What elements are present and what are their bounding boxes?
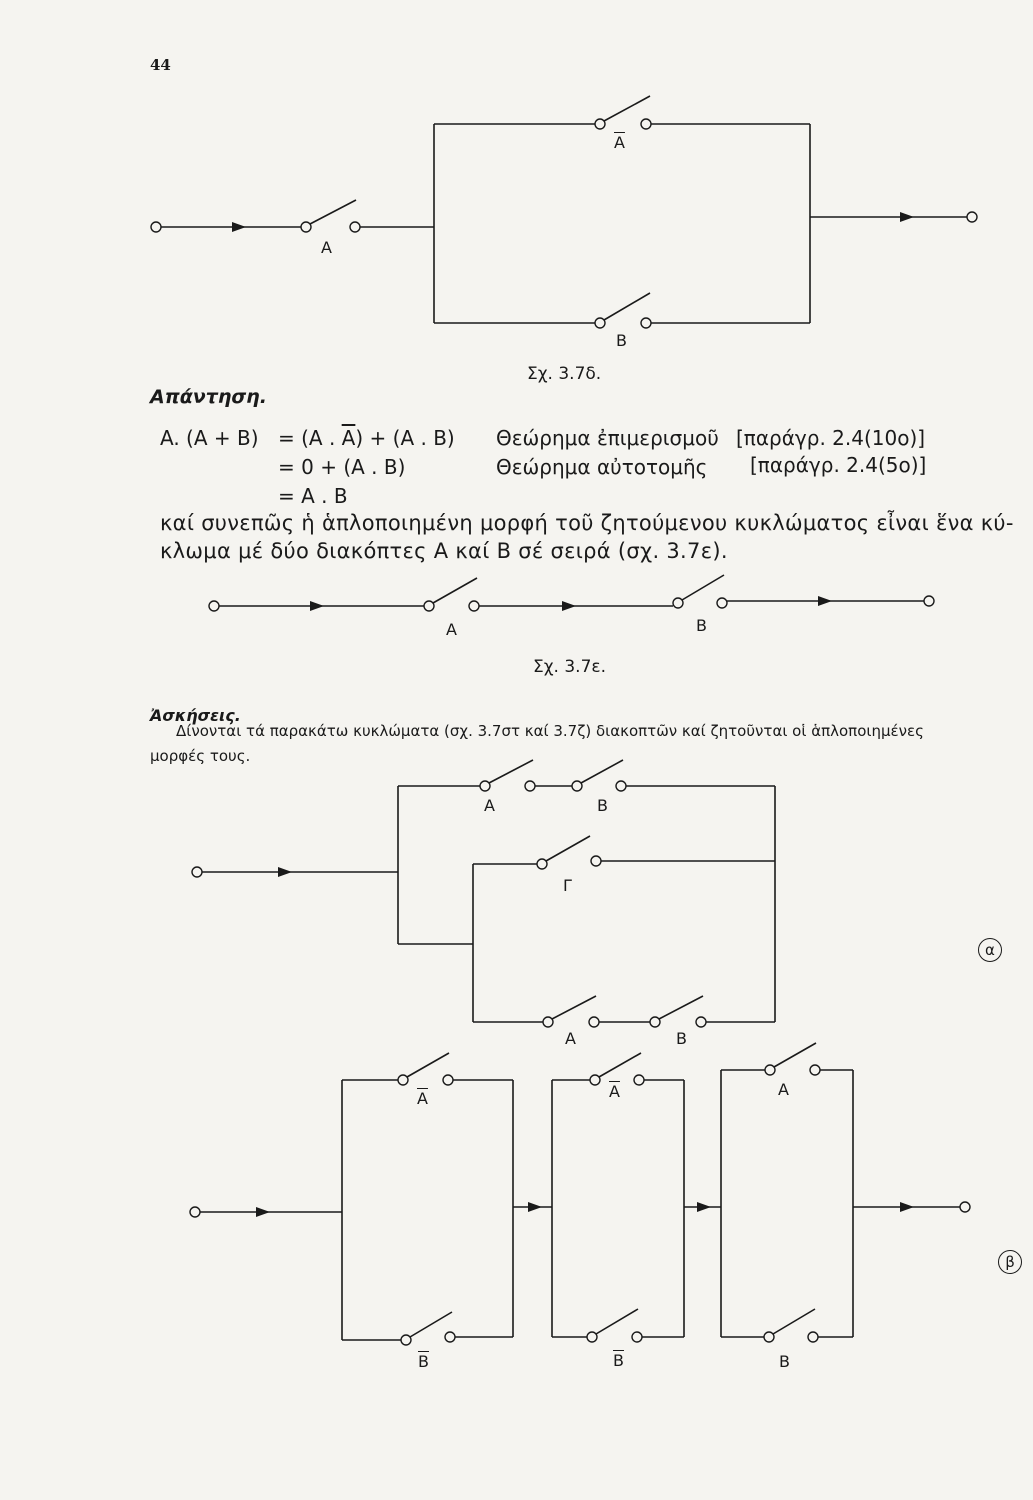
switch-label-a-bar: $\overline{A}$ [614,133,625,152]
switch-label-a: A [778,1080,789,1099]
switch-label-b: B [616,331,627,350]
theorem-name-2: Θεώρημα αὐτοτομῆς [496,455,708,479]
conclusion-text-line-2: κλωμα μέ δύο διακόπτες A καί B σέ σειρά (σχ. 3.7ε). [160,539,728,563]
figure-caption-3-7e: Σχ. 3.7ε. [533,657,606,677]
exercises-text-line-2: μορφές τους. [150,747,251,765]
fig-3-7d-circuit [151,96,977,328]
switch-label-a: A [565,1029,576,1048]
switch-label-b: B [597,796,608,815]
switch-label-b: B [676,1029,687,1048]
switch-label-b-bar: $\overline{B}$ [613,1351,624,1370]
equation-line-1-lhs: A. (A + B) [160,426,259,450]
answer-heading: Απάντηση. [150,386,267,408]
figure-marker-beta: β [998,1250,1022,1274]
figure-marker-alpha: α [978,938,1002,962]
equation-line-2: = 0 + (A . B) [278,455,406,479]
switch-label-b: B [696,616,707,635]
switch-label-a-bar: $\overline{A}$ [609,1082,620,1101]
switch-label-a-bar: $\overline{A}$ [417,1089,428,1108]
equation-line-3: = A . B [278,484,348,508]
fig-3-7e-circuit [209,575,934,611]
page-number: 44 [150,56,171,74]
fig-b-circuit [190,1043,970,1345]
switch-label-a: A [321,238,332,257]
switch-label-a: A [446,620,457,639]
reference-1: [παράγρ. 2.4(10ο)] [736,426,926,450]
theorem-name-1: Θεώρημα ἐπιμερισμοῦ [496,426,719,450]
figure-caption-3-7d: Σχ. 3.7δ. [527,364,602,384]
switch-label-gamma: Γ [563,876,572,895]
switch-label-b: B [779,1352,790,1371]
switch-label-b-bar: $\overline{B}$ [418,1352,429,1371]
switch-label-a: A [484,796,495,815]
exercises-text-line-1: Δίνονται τά παρακάτω κυκλώματα (σχ. 3.7στ καί 3.7ζ) διακοπτῶν καί ζητοῦνται οἱ ἁπλοποιημένες [176,722,924,740]
reference-2: [παράγρ. 2.4(5ο)] [750,453,927,477]
exercises-heading: Ἀσκήσεις. [150,706,241,725]
equation-line-1-rhs: = (A . $\overline{A}) + (A$ . B) [278,426,455,450]
conclusion-text-line-1: καί συνεπῶς ἡ ἁπλοποιημένη μορφή τοῦ ζητούμενου κυκλώματος εἶναι ἕνα κύ- [160,511,1014,535]
